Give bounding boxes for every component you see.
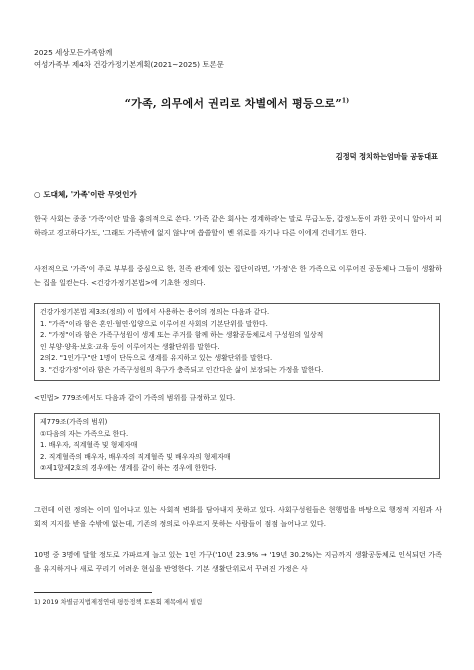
law-line: 2의2. "1인가구"란 1명이 단독으로 생계를 유지하고 있는 생활단위를 말한다. — [40, 354, 273, 363]
law-line: 1. "가족"이라 함은 혼인·혈연·입양으로 이루어진 사회의 기본단위를 말한다. — [40, 319, 268, 328]
title-text: “가족, 의무에서 권리로 차별에서 평등으로” — [124, 97, 342, 110]
law-line: 제779조(가족의 범위) — [40, 418, 108, 426]
law-line: ②제1항제2호의 경우에는 생계를 같이 하는 경우에 한한다. — [40, 464, 217, 473]
header-event-name: 2025 세상모든가족함께 — [34, 48, 113, 57]
paragraph-social-change: 그런데 이런 정의는 이미 일어나고 있는 사회적 변화를 담아내지 못하고 있다. 사회구성원들은 현행법을 바탕으로 행정적 지원과 사회적 지지를 받을 수밖에 없는데, 기존의 정의로 아우르지 못하는 사람들이 점점 늘어나고 있다. — [34, 505, 442, 528]
law-line: 건강가정기본법 제3조(정의) 이 법에서 사용하는 용어의 정의는 다음과 같다. — [40, 308, 270, 316]
title-footnote-mark: 1) — [341, 97, 350, 105]
footnote-divider — [34, 592, 152, 593]
header-plan-name: 여성가족부 제4차 건강가정기본계획(2021~2025) 토론문 — [34, 60, 224, 69]
law-line: 2. "가정"이라 함은 가족구성원이 생계 또는 주거를 함께 하는 생활공동체로서 구성원의 일상적 — [40, 331, 324, 340]
law-line: ①다음의 자는 가족으로 한다. — [40, 429, 129, 438]
law-line: 3. "건강가정"이라 함은 가족구성원의 욕구가 충족되고 인간다운 삶이 보장되는 가정을 말한다. — [40, 365, 324, 374]
paragraph-definition: 사전적으로 '가족'이 주로 부부를 중심으로 한, 친족 관계에 있는 집단이라면, '가정'은 한 가족으로 이루어진 공동체나 그들이 생활하는 집을 일컫는다. <건강가정기본법>에 기초한 정의다. — [34, 264, 442, 287]
law-excerpt-box-family-act — [34, 303, 440, 381]
paragraph-single-households: 10명 중 3명에 달할 정도로 가파르게 늘고 있는 1인 가구('10년 23.9% → '19년 30.2%)는 지금까지 생활공동체로 인식되던 가족을 유지하거나 새로 꾸리기 어려운 현실을 반영한다. 기본 생활단위로서 꾸려진 가정은 사 — [34, 550, 442, 573]
author-line: 김정덕 정치하는엄마들 공동대표 — [335, 152, 438, 161]
law-line: 1. 배우자, 직계혈족 및 형제자매 — [40, 441, 138, 450]
document-title — [0, 95, 474, 111]
footnote-text: 1) 2019 차별금지법제정연대 평등정책 토론회 제목에서 빌림 — [34, 599, 203, 606]
paragraph-intro: 한국 사회는 종종 '가족'이란 말을 흉의적으로 쓴다. '가족 같은 회사는 경계하라'는 말로 무급노동, 갑정노동이 과한 곳이니 알아서 피하라고 경고하다가도, '그래도 가족밖에 없지 않냐'며 씁쓸할이 벤 위로를 자기나 다른 이에게 건네기도 한다. — [34, 214, 442, 237]
section-heading: ○ 도대체, '가족'이란 무엇인가 — [34, 190, 137, 199]
paragraph-civil-code-intro: <민법> 779조에서도 다음과 같이 가족의 범위를 규정하고 있다. — [34, 393, 236, 402]
law-line: 2. 직계혈족의 배우자, 배우자의 직계혈족 및 배우자의 형제자매 — [40, 452, 231, 461]
law-excerpt-box-civil-code — [34, 413, 440, 479]
law-line: 인 부양·양육·보호·교육 등이 이루어지는 생활단위를 말한다. — [40, 342, 220, 351]
